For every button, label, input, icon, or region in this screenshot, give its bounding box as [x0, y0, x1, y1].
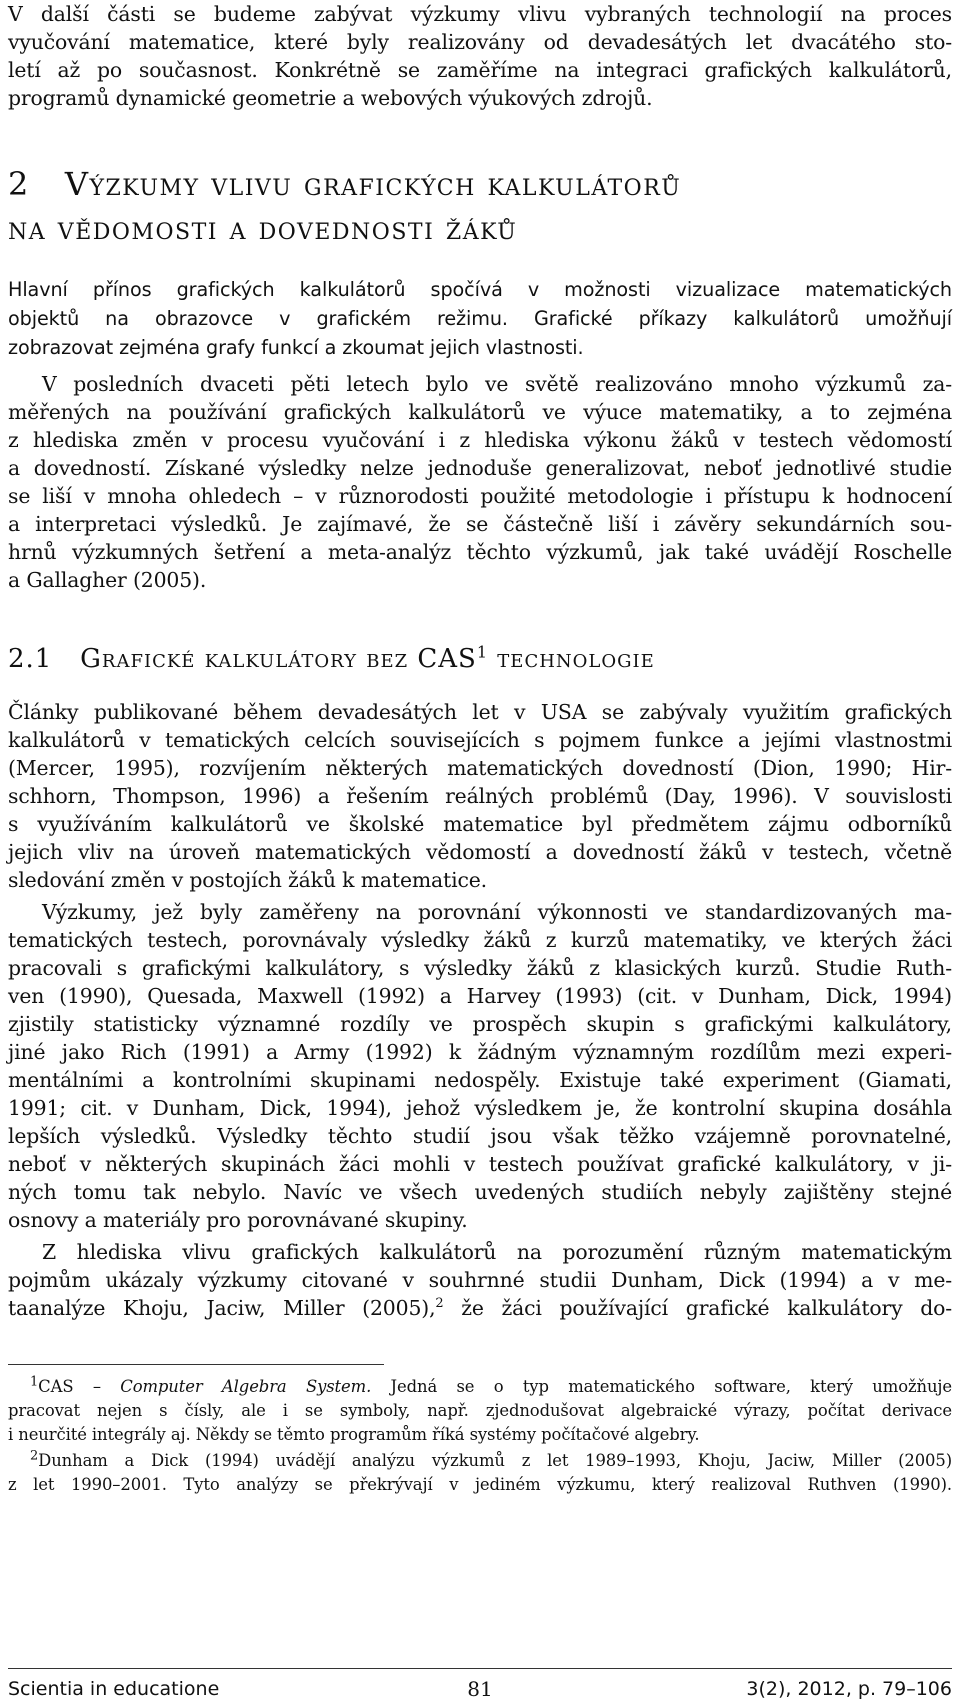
body-text: taanalýze Khoju, Jaciw, Miller (2005), [8, 1296, 436, 1320]
body-line: a dovedností. Získané výsledky nelze jednoduše generalizovat, neboť jednotlivé studie [8, 456, 952, 480]
issue-info: 3(2), 2012, p. 79–106 [746, 1678, 952, 1700]
body-line: osnovy a materiály pro porovnávané skupiny. [8, 1208, 468, 1232]
sans-line: Hlavní přínos grafických kalkulátorů spočívá v možnosti vizualizace matematických [8, 278, 952, 301]
footnote-2 [30, 1450, 952, 1472]
footnote-ref[interactable]: 1 [476, 642, 489, 662]
section-number: 2 [8, 165, 30, 203]
section-title-cont: technologie [497, 644, 655, 674]
body-line: zjistily statisticky významné rozdíly ve prospěch skupin s grafickými kalkulátory, [8, 1012, 952, 1036]
intro-line: vyučování matematice, které byly realizovány od devadesátých let dvacátého sto- [8, 30, 952, 54]
body-line: schhorn, Thompson, 1996) a řešením reálných problémů (Day, 1996). V souvislosti [8, 784, 952, 808]
body-line: Výzkumy, jež byly zaměřeny na porovnání výkonnosti ve standardizovaných ma- [42, 900, 952, 924]
section-2-1-heading [8, 642, 952, 676]
body-line: s využíváním kalkulátorů ve školské matematice byl předmětem zájmu odborníků [8, 812, 952, 836]
footnote-1 [30, 1376, 952, 1398]
intro-line: letí až po současnost. Konkrétně se zaměříme na integraci grafických kalkulátorů, [8, 58, 952, 82]
body-line: mentálními a kontrolními skupinami nedospěly. Existuje také experiment (Giamati, [8, 1068, 952, 1092]
body-line: pracovali s grafickými kalkulátory, s výsledky žáků z klasických kurzů. Studie Ruth- [8, 956, 952, 980]
body-line: a Gallagher (2005). [8, 568, 207, 592]
body-line: Z hlediska vlivu grafických kalkulátorů na porozumění různým matematickým [42, 1240, 952, 1264]
intro-line: V další části se budeme zabývat výzkumy vlivu vybraných technologií na proces [8, 2, 952, 26]
section-number: 2.1 [8, 644, 53, 674]
section-title: Grafické kalkulátory bez CAS [80, 644, 477, 674]
body-line [8, 1294, 952, 1322]
footnote-1-line: i neurčité integrály aj. Někdy se těmto programům říká systémy počítačové algebry. [8, 1425, 700, 1444]
footnote-italic: Computer Algebra System. [120, 1377, 372, 1396]
sans-line: zobrazovat zejména grafy funkcí a zkoumat jejich vlastnosti. [8, 336, 584, 359]
body-line: kalkulátorů v tematických celcích souvisejících s pojmem funkce a jejími vlastnostmi [8, 728, 952, 752]
body-line: tematických testech, porovnávaly výsledky žáků z kurzů matematiky, ve kterých žáci [8, 928, 952, 952]
body-line: neboť v některých skupinách žáci mohli v testech používat grafické kalkulátory, v ji- [8, 1152, 952, 1176]
body-line: se liší v mnoha ohledech – v různorodosti použité metodologie i přístupu k hodnocení [8, 484, 952, 508]
section-title: Výzkumy vlivu grafických kalkulátorů [64, 165, 682, 203]
section-2-heading [8, 164, 952, 204]
body-line: Články publikované během devadesátých let v USA se zabývaly využitím grafických [8, 700, 952, 724]
body-line: ných tomu tak nebylo. Navíc ve všech uvedených studiích nebyly zajištěny stejné [8, 1180, 952, 1204]
body-line: a interpretaci výsledků. Je zajímavé, že se částečně liší i závěry sekundárních sou- [8, 512, 952, 536]
footnote-rule [8, 1364, 384, 1365]
footnote-2-line: z let 1990–2001. Tyto analýzy se překrývají v jediném výzkumu, který realizoval Ruthven (1990). [8, 1475, 952, 1494]
body-line: (Mercer, 1995), rozvíjením některých matematických dovedností (Dion, 1990; Hir- [8, 756, 952, 780]
body-line: jejich vliv na úroveň matematických vědomostí a dovedností žáků v testech, včetně [8, 840, 952, 864]
intro-line: programů dynamické geometrie a webových výukových zdrojů. [8, 86, 653, 110]
footnote-text: Dunham a Dick (1994) uvádějí analýzu výzkumů z let 1989–1993, Khoju, Jaciw, Miller (2005) [38, 1451, 952, 1470]
body-line: 1991; cit. v Dunham, Dick, 1994), jehož výsledkem je, že kontrolní skupina dosáhla [8, 1096, 952, 1120]
body-line: ven (1990), Quesada, Maxwell (1992) a Harvey (1993) (cit. v Dunham, Dick, 1994) [8, 984, 952, 1008]
body-line: lepších výsledků. Výsledky těchto studií jsou však těžko vzájemně porovnatelné, [8, 1124, 952, 1148]
footnote-1-line: pracovat nejen s čísly, ale i se symboly, např. zjednodušovat algebraické výrazy, počítat derivace [8, 1401, 952, 1420]
body-line: pojmům ukázaly výzkumy citované v souhrnné studii Dunham, Dick (1994) a v me- [8, 1268, 952, 1292]
body-line: sledování změn v postojích žáků k matematice. [8, 868, 487, 892]
footnote-text: CAS – [38, 1377, 121, 1396]
footer-rule [8, 1668, 952, 1669]
body-line: V posledních dvaceti pěti letech bylo ve světě realizováno mnoho výzkumů za- [42, 372, 952, 396]
body-line: hrnů výzkumných šetření a meta-analýz těchto výzkumů, jak také uvádějí Roschelle [8, 540, 952, 564]
body-line: měřených na používání grafických kalkulátorů ve výuce matematiky, a to zejména [8, 400, 952, 424]
footnote-mark: 1 [30, 1374, 39, 1390]
sans-line: objektů na obrazovce v grafickém režimu. Grafické příkazy kalkulátorů umožňují [8, 307, 952, 330]
body-line: z hlediska změn v procesu vyučování i z hlediska výkonu žáků v testech vědomostí [8, 428, 952, 452]
footnote-mark: 2 [30, 1448, 39, 1464]
body-line: jiné jako Rich (1991) a Army (1992) k žádným významným rozdílům mezi experi- [8, 1040, 952, 1064]
footnote-ref[interactable]: 2 [435, 1296, 444, 1312]
footnote-text: Jedná se o typ matematického software, který umožňuje [371, 1377, 953, 1396]
journal-name: Scientia in educatione [8, 1678, 220, 1700]
section-2-heading-cont: na vědomosti a dovednosti žáků [8, 209, 518, 247]
page-number: 81 [467, 1677, 493, 1701]
body-text: že žáci používající grafické kalkulátory do- [443, 1296, 952, 1320]
